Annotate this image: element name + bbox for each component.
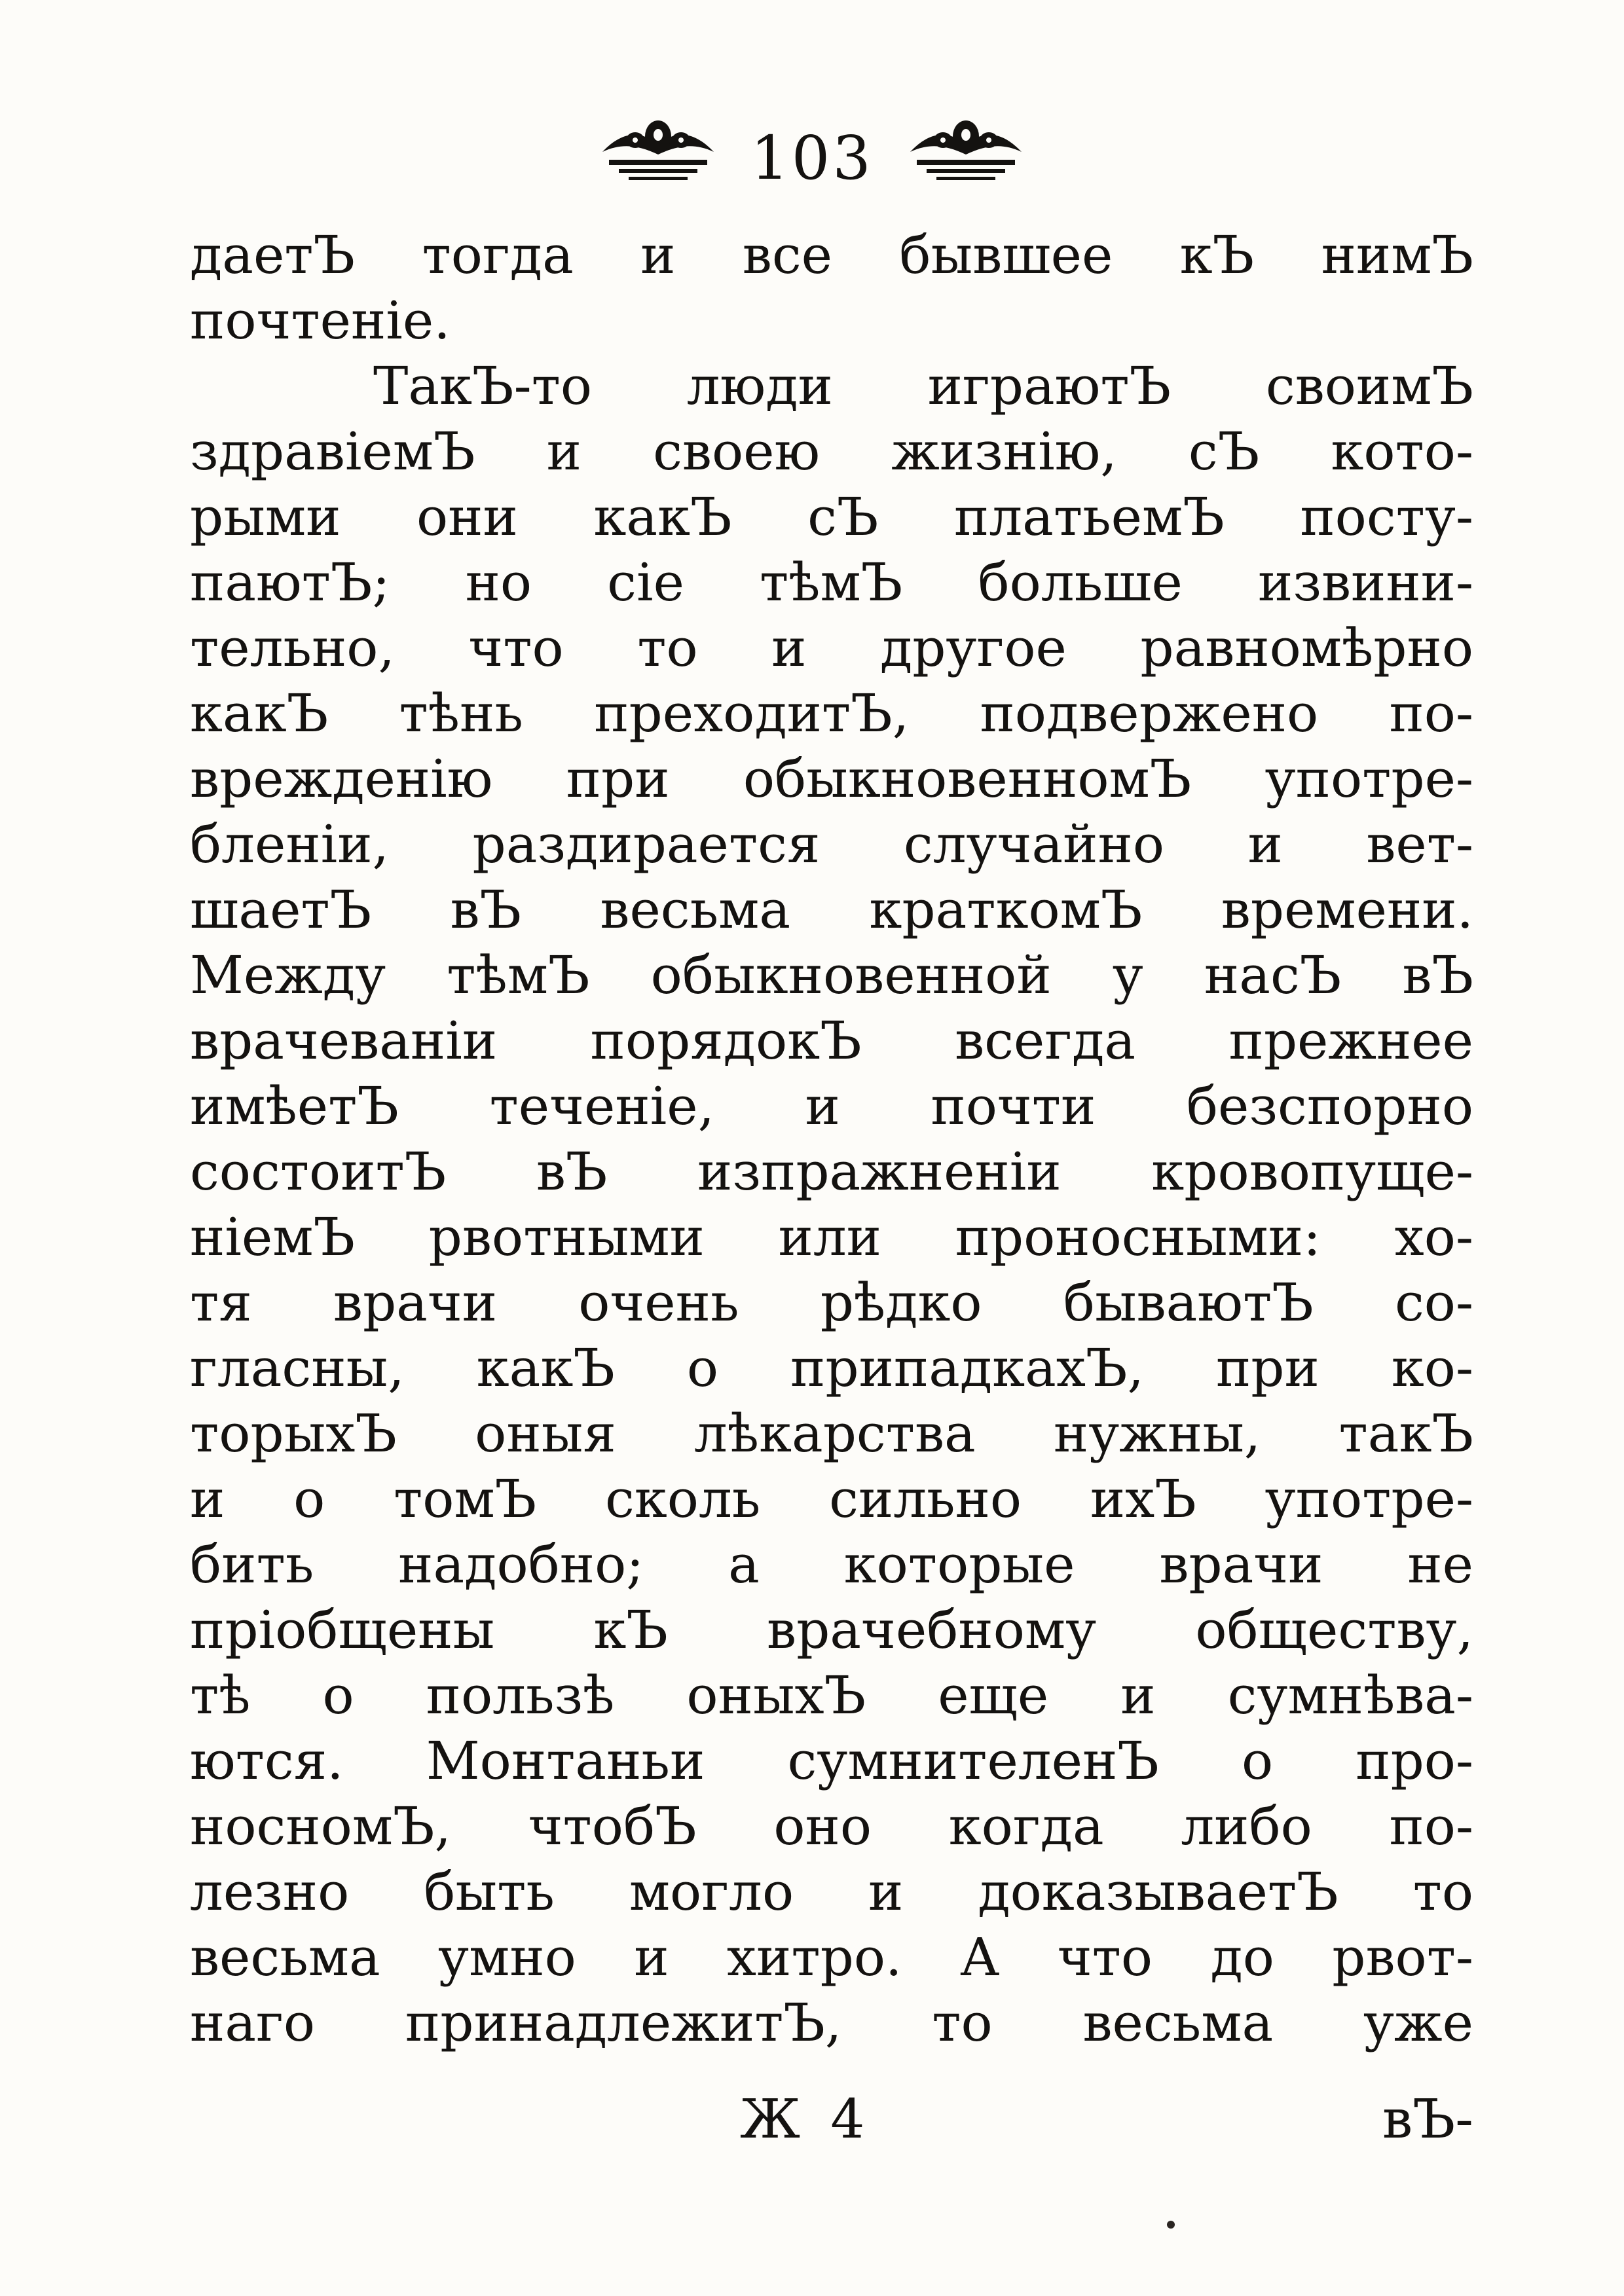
text-line: даетЪ тогда и все бывшее кЪ нимЪ [190,225,1473,285]
text-line: почтенiе. [190,290,451,351]
text-line: бить надобно; а которые врачи не [190,1534,1473,1595]
page-footer [190,2088,1473,2160]
catchword: вЪ- [1382,2088,1473,2151]
text-line: состоитЪ вЪ изпражненiи кровопуще- [190,1141,1473,1202]
page-header [0,98,1624,196]
body-text [190,223,1473,2056]
ink-speck [1167,2221,1175,2229]
text-line: здравiемЪ и своею жизнiю, сЪ кото- [190,421,1473,482]
signature-mark: Ж 4 [740,2088,872,2151]
text-line: тельно, что то и другое равномѣрно [190,617,1473,678]
text-line: Между тѣмЪ обыкновенной у насЪ вЪ [190,945,1473,1006]
text-line: весьма умно и хитро. А что до рвот- [190,1927,1473,1988]
text-line: ТакЪ-то люди играютЪ своимЪ [373,355,1473,416]
text-line: лезно быть могло и доказываетЪ то [190,1861,1473,1922]
text-line: нiемЪ рвотными или проносными: хо- [190,1207,1473,1267]
text-line: прiобщены кЪ врачебному обществу, [190,1599,1473,1660]
text-line: врежденiю при обыкновенномЪ употре- [190,748,1473,809]
text-line: какЪ тѣнь преходитЪ, подвержено по- [190,683,1473,744]
text-line: и о томЪ сколь сильно ихЪ употре- [190,1468,1473,1529]
text-line: наго принадлежитЪ, то весьма уже [190,1992,1473,2053]
text-line: бленiи, раздирается случайно и вет- [190,814,1473,875]
text-line: торыхЪ оныя лѣкарства нужны, такЪ [190,1403,1473,1464]
text-line: носномЪ, чтобЪ оно когда либо по- [190,1796,1473,1857]
text-line: имѣетЪ теченiе, и почти безспорно [190,1076,1473,1137]
text-line: шаетЪ вЪ весьма краткомЪ времени. [190,879,1473,940]
text-line: врачеванiи порядокЪ всегда прежнее [190,1010,1473,1071]
floral-vignette-icon [904,111,1028,183]
text-line: гласны, какЪ о припадкахЪ, при ко- [190,1338,1473,1398]
text-line: рыми они какЪ сЪ платьемЪ посту- [190,486,1473,547]
text-line: ются. Монтаньи сумнителенЪ о про- [190,1730,1473,1791]
floral-vignette-icon [596,111,720,183]
text-line: паютЪ; но сiе тѣмЪ больше извини- [190,552,1473,613]
text-line: тя врачи очень рѣдко бываютЪ со- [190,1272,1473,1333]
page-number: 103 [750,122,874,193]
text-line: тѣ о пользѣ оныхЪ еще и сумнѣва- [190,1665,1473,1726]
